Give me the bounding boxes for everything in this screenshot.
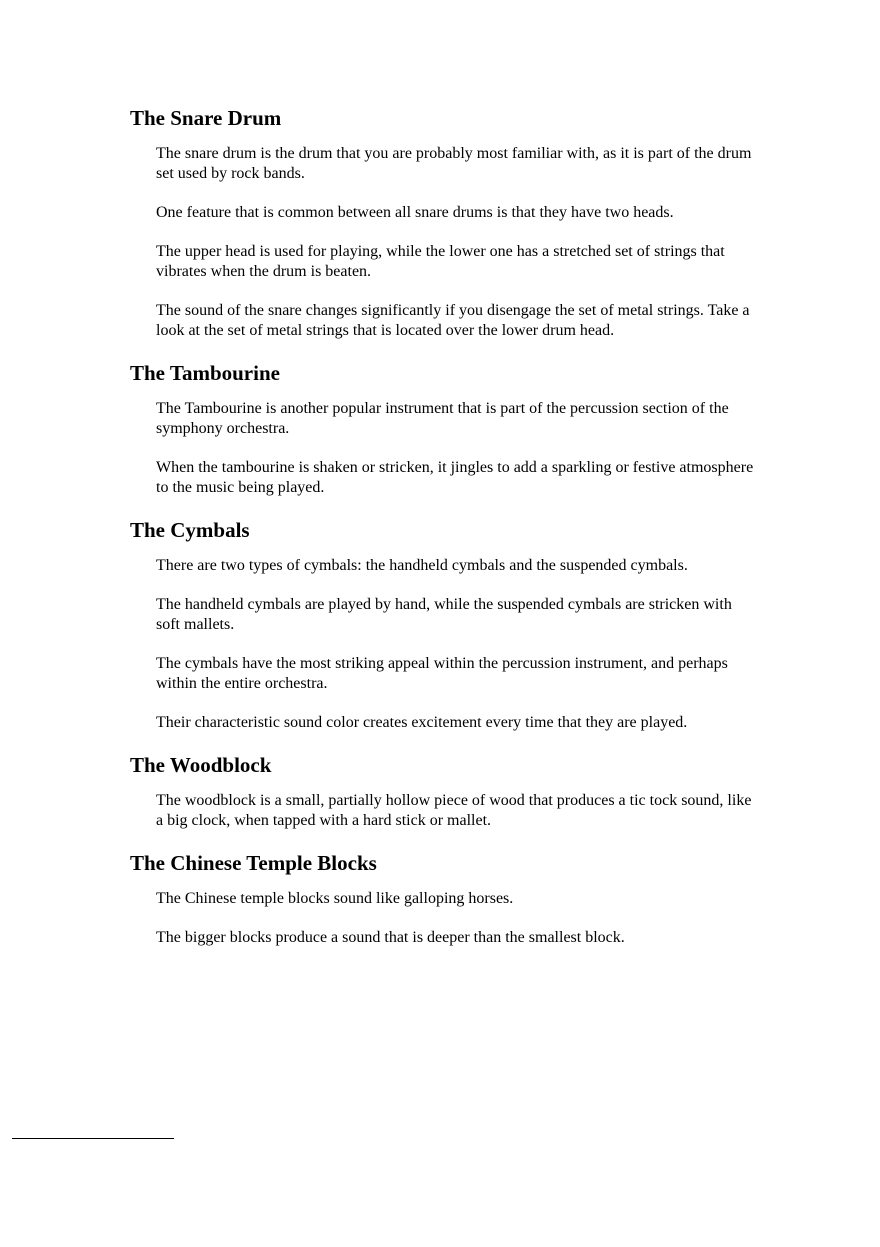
paragraph: The snare drum is the drum that you are probably most familiar with, as it is part of the drum set used by rock bands. — [156, 145, 752, 182]
paragraph: Their characteristic sound color creates excitement every time that they are played. — [156, 714, 688, 731]
section-heading: The Snare Drum — [130, 106, 282, 130]
paragraph: There are two types of cymbals: the handheld cymbals and the suspended cymbals. — [156, 557, 688, 574]
paragraph: The Tambourine is another popular instrument that is part of the percussion section of the symphony orchestra. — [156, 400, 729, 437]
paragraph: The bigger blocks produce a sound that is deeper than the smallest block. — [156, 929, 625, 946]
section-heading: The Woodblock — [130, 753, 272, 777]
section-heading: The Tambourine — [130, 361, 280, 385]
section-snare-drum — [130, 103, 770, 341]
paragraph: When the tambourine is shaken or stricken, it jingles to add a sparkling or festive atmosphere to the music being played. — [156, 459, 754, 496]
paragraph: The sound of the snare changes significantly if you disengage the set of metal strings. Take a look at the set of metal strings that is located over the lower drum head. — [156, 302, 750, 339]
paragraph: The woodblock is a small, partially hollow piece of wood that produces a tic tock sound, like a big clock, when tapped with a hard stick or mallet. — [156, 792, 752, 829]
paragraph: The upper head is used for playing, while the lower one has a stretched set of strings that vibrates when the drum is beaten. — [156, 243, 725, 280]
section-cymbals — [130, 515, 770, 733]
paragraph: The Chinese temple blocks sound like galloping horses. — [156, 890, 514, 907]
footnote-separator — [12, 1138, 174, 1139]
section-woodblock — [130, 750, 770, 831]
paragraph: The handheld cymbals are played by hand, while the suspended cymbals are stricken with soft mallets. — [156, 596, 732, 633]
section-tambourine — [130, 358, 770, 498]
document-body — [130, 103, 770, 965]
paragraph: The cymbals have the most striking appeal within the percussion instrument, and perhaps within the entire orchestra. — [156, 655, 728, 692]
section-heading: The Chinese Temple Blocks — [130, 851, 377, 875]
section-heading: The Cymbals — [130, 518, 250, 542]
paragraph: One feature that is common between all snare drums is that they have two heads. — [156, 204, 674, 221]
section-chinese-temple-blocks — [130, 848, 770, 948]
